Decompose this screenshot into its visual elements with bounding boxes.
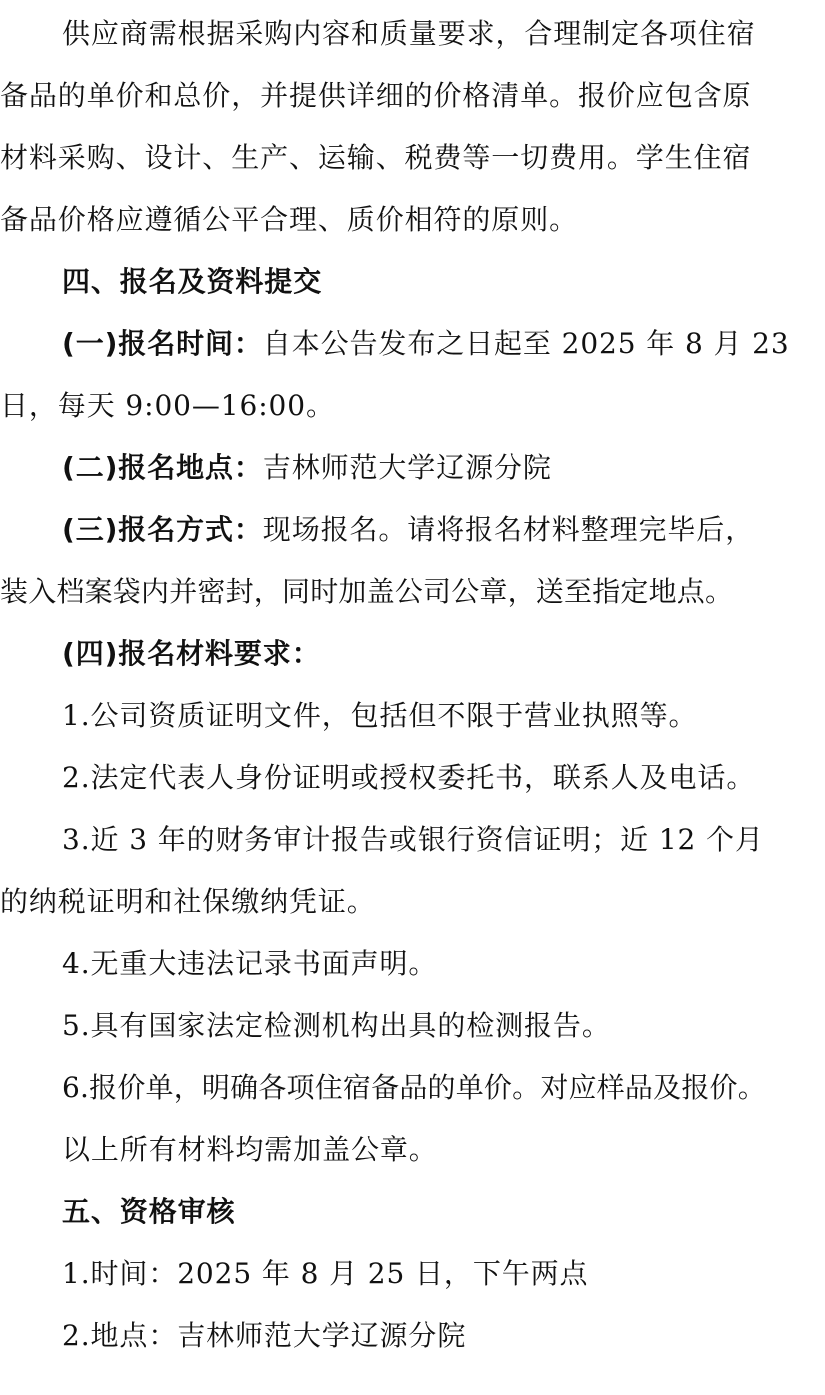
review-place: 2.地点：吉林师范大学辽源分院: [62, 1319, 467, 1352]
registration-place-text: 吉林师范大学辽源分院: [262, 451, 552, 484]
pricing-paragraph-line: 备品的单价和总价，并提供详细的价格清单。报价应包含原: [0, 79, 752, 112]
pricing-paragraph-line: 材料采购、设计、生产、运输、税费等一切费用。学生住宿: [0, 141, 752, 174]
section5-heading: 五、资格审核: [62, 1195, 236, 1228]
seal-note: 以上所有材料均需加盖公章。: [62, 1133, 438, 1166]
registration-method-text: 现场报名。请将报名材料整理完毕后，: [262, 513, 755, 546]
pricing-paragraph-line: 供应商需根据采购内容和质量要求，合理制定各项住宿: [62, 17, 756, 50]
material-item: 1.公司资质证明文件，包括但不限于营业执照等。: [62, 699, 698, 732]
material-item: 6.报价单，明确各项住宿备品的单价。对应样品及报价。: [62, 1071, 766, 1104]
pricing-paragraph-line: 备品价格应遵循公平合理、质价相符的原则。: [0, 203, 579, 236]
materials-label: (四)报名材料要求：: [62, 637, 321, 670]
registration-time-cont: 日，每天 9:00—16:00。: [0, 389, 335, 422]
material-item: 5.具有国家法定检测机构出具的检测报告。: [62, 1009, 611, 1042]
review-time: 1.时间：2025 年 8 月 25 日，下午两点: [62, 1257, 589, 1290]
registration-time: [0, 324, 825, 364]
registration-place: [0, 448, 825, 488]
registration-method-cont: 装入档案袋内并密封，同时加盖公司公章，送至指定地点。: [0, 575, 734, 608]
material-item: 4.无重大违法记录书面声明。: [62, 947, 438, 980]
section4-heading: 四、报名及资料提交: [62, 265, 323, 298]
registration-method: [0, 510, 825, 550]
material-item: 3.近 3 年的财务审计报告或银行资信证明；近 12 个月: [62, 823, 764, 856]
registration-time-text: 自本公告发布之日起至 2025 年 8 月 23: [262, 327, 790, 360]
registration-time-label: (一)报名时间：: [62, 327, 263, 360]
material-item-cont: 的纳税证明和社保缴纳凭证。: [0, 885, 376, 918]
material-item: 2.法定代表人身份证明或授权委托书，联系人及电话。: [62, 761, 756, 794]
registration-place-label: (二)报名地点：: [62, 451, 263, 484]
registration-method-label: (三)报名方式：: [62, 513, 263, 546]
